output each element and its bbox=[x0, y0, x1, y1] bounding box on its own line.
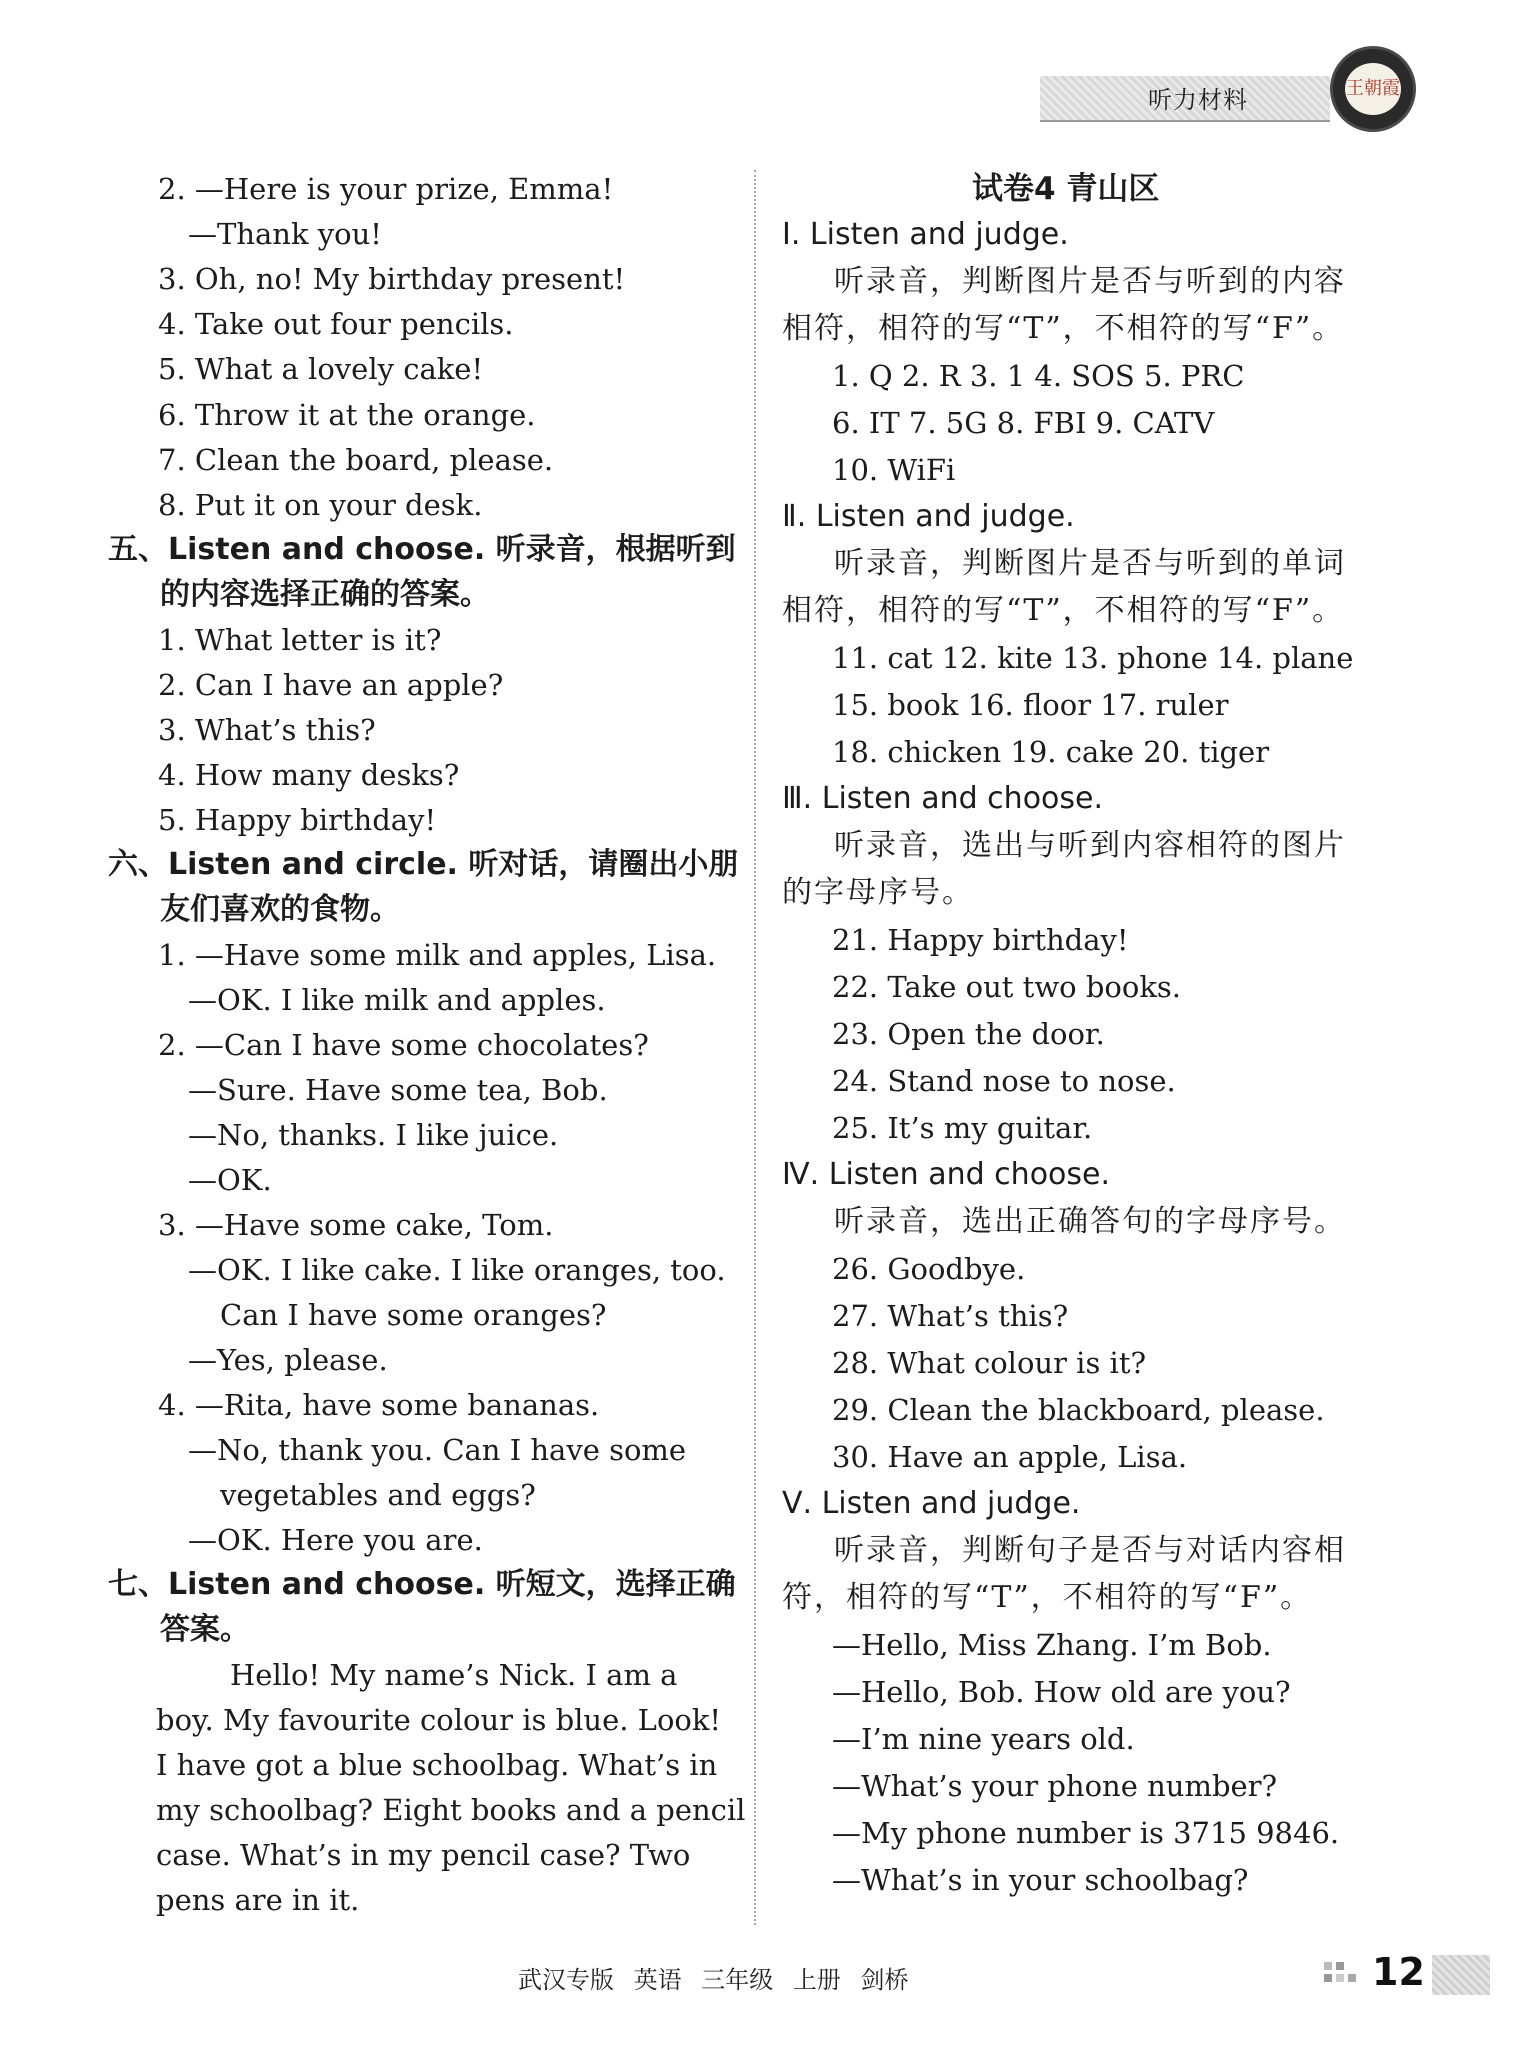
section-heading: Ⅰ. Listen and judge. bbox=[782, 217, 1069, 252]
text-line: 22. Take out two books. bbox=[832, 970, 1181, 1004]
text-line: 4. —Rita, have some bananas. bbox=[158, 1388, 600, 1422]
passage-line: Hello! My name’s Nick. I am a bbox=[230, 1658, 678, 1692]
text-line: 30. Have an apple, Lisa. bbox=[832, 1440, 1188, 1474]
text-line: vegetables and eggs? bbox=[220, 1478, 536, 1512]
text-line: 2. Can I have an apple? bbox=[158, 668, 504, 702]
text-line: 8. Put it on your desk. bbox=[158, 488, 483, 522]
passage-line: my schoolbag? Eight books and a pencil bbox=[156, 1793, 746, 1827]
text-line: 28. What colour is it? bbox=[832, 1346, 1147, 1380]
instruction-line: 听录音，选出与听到内容相符的图片 bbox=[834, 828, 1346, 863]
instruction-line: 相符，相符的写“T”，不相符的写“F”。 bbox=[782, 311, 1345, 346]
dialogue-line: —I’m nine years old. bbox=[832, 1722, 1135, 1756]
text-line: —No, thanks. I like juice. bbox=[188, 1118, 559, 1152]
section-heading-cont: 友们喜欢的食物。 bbox=[160, 892, 400, 927]
text-line: —OK. bbox=[188, 1163, 272, 1197]
section-heading: Ⅱ. Listen and judge. bbox=[782, 499, 1075, 534]
section-heading: Ⅳ. Listen and choose. bbox=[782, 1157, 1111, 1192]
text-line: 6. IT 7. 5G 8. FBI 9. CATV bbox=[832, 406, 1215, 440]
footer-dots-decoration bbox=[1322, 1958, 1362, 1994]
text-line: 2. —Can I have some chocolates? bbox=[158, 1028, 649, 1062]
instruction-line: 符，相符的写“T”，不相符的写“F”。 bbox=[782, 1580, 1313, 1615]
paper-title: 试卷4 青山区 bbox=[972, 171, 1160, 207]
instruction-line: 相符，相符的写“T”，不相符的写“F”。 bbox=[782, 593, 1345, 628]
section-heading: 七、Listen and choose. 听短文，选择正确 bbox=[108, 1567, 736, 1602]
instruction-line: 的字母序号。 bbox=[782, 875, 974, 910]
text-line: 10. WiFi bbox=[832, 453, 956, 487]
instruction-line: 听录音，判断图片是否与听到的单词 bbox=[834, 546, 1346, 581]
section-heading-cont: 答案。 bbox=[160, 1612, 250, 1647]
text-line: —OK. Here you are. bbox=[188, 1523, 483, 1557]
text-line: —Thank you! bbox=[188, 217, 382, 251]
text-line: 4. Take out four pencils. bbox=[158, 307, 514, 341]
page-number: 12 bbox=[1372, 1950, 1425, 1994]
instruction-line: 听录音，判断图片是否与听到的内容 bbox=[834, 264, 1346, 299]
footer-text: 武汉专版 英语 三年级 上册 剑桥 bbox=[518, 1966, 909, 1994]
text-line: 6. Throw it at the orange. bbox=[158, 398, 536, 432]
text-line: 15. book 16. floor 17. ruler bbox=[832, 688, 1229, 722]
dialogue-line: —Hello, Bob. How old are you? bbox=[832, 1675, 1291, 1709]
text-line: 11. cat 12. kite 13. phone 14. plane bbox=[832, 641, 1354, 675]
text-line: 2. —Here is your prize, Emma! bbox=[158, 172, 614, 206]
text-line: 5. What a lovely cake! bbox=[158, 352, 484, 386]
text-line: 3. —Have some cake, Tom. bbox=[158, 1208, 554, 1242]
text-line: 21. Happy birthday! bbox=[832, 923, 1129, 957]
passage-line: boy. My favourite colour is blue. Look! bbox=[156, 1703, 722, 1737]
text-line: 23. Open the door. bbox=[832, 1017, 1105, 1051]
dialogue-line: —Hello, Miss Zhang. I’m Bob. bbox=[832, 1628, 1272, 1662]
text-line: —Yes, please. bbox=[188, 1343, 388, 1377]
text-line: 25. It’s my guitar. bbox=[832, 1111, 1093, 1145]
brand-logo bbox=[1330, 46, 1416, 132]
text-line: 18. chicken 19. cake 20. tiger bbox=[832, 735, 1270, 769]
text-line: 27. What’s this? bbox=[832, 1299, 1069, 1333]
section-heading: 五、Listen and choose. 听录音，根据听到 bbox=[108, 532, 736, 567]
dialogue-line: —What’s your phone number? bbox=[832, 1769, 1278, 1803]
dialogue-line: —What’s in your schoolbag? bbox=[832, 1863, 1249, 1897]
column-divider bbox=[754, 170, 756, 1925]
text-line: 4. How many desks? bbox=[158, 758, 460, 792]
text-line: 1. Q 2. R 3. 1 4. SOS 5. PRC bbox=[832, 359, 1245, 393]
passage-line: pens are in it. bbox=[156, 1883, 360, 1917]
section-heading: 六、Listen and circle. 听对话，请圈出小朋 bbox=[108, 847, 739, 882]
header-label: 听力材料 bbox=[1148, 86, 1248, 114]
passage-line: case. What’s in my pencil case? Two bbox=[156, 1838, 691, 1872]
text-line: 7. Clean the board, please. bbox=[158, 443, 554, 477]
text-line: 26. Goodbye. bbox=[832, 1252, 1026, 1286]
text-line: —OK. I like milk and apples. bbox=[188, 983, 606, 1017]
brand-logo-text: 王朝霞 bbox=[1345, 63, 1401, 115]
text-line: 24. Stand nose to nose. bbox=[832, 1064, 1176, 1098]
section-heading-cont: 的内容选择正确的答案。 bbox=[160, 577, 490, 612]
footer-band bbox=[1432, 1955, 1490, 1995]
instruction-line: 听录音，判断句子是否与对话内容相 bbox=[834, 1533, 1346, 1568]
dialogue-line: —My phone number is 3715 9846. bbox=[832, 1816, 1340, 1850]
section-heading: Ⅲ. Listen and choose. bbox=[782, 781, 1104, 816]
text-line: 3. What’s this? bbox=[158, 713, 376, 747]
text-line: 1. What letter is it? bbox=[158, 623, 442, 657]
text-line: —Sure. Have some tea, Bob. bbox=[188, 1073, 608, 1107]
instruction-line: 听录音，选出正确答句的字母序号。 bbox=[834, 1204, 1346, 1239]
text-line: 5. Happy birthday! bbox=[158, 803, 437, 837]
passage-line: I have got a blue schoolbag. What’s in bbox=[156, 1748, 718, 1782]
text-line: Can I have some oranges? bbox=[220, 1298, 607, 1332]
text-line: 29. Clean the blackboard, please. bbox=[832, 1393, 1325, 1427]
text-line: 1. —Have some milk and apples, Lisa. bbox=[158, 938, 717, 972]
text-line: —OK. I like cake. I like oranges, too. bbox=[188, 1253, 726, 1287]
section-heading: Ⅴ. Listen and judge. bbox=[782, 1486, 1081, 1521]
text-line: 3. Oh, no! My birthday present! bbox=[158, 262, 626, 296]
text-line: —No, thank you. Can I have some bbox=[188, 1433, 687, 1467]
